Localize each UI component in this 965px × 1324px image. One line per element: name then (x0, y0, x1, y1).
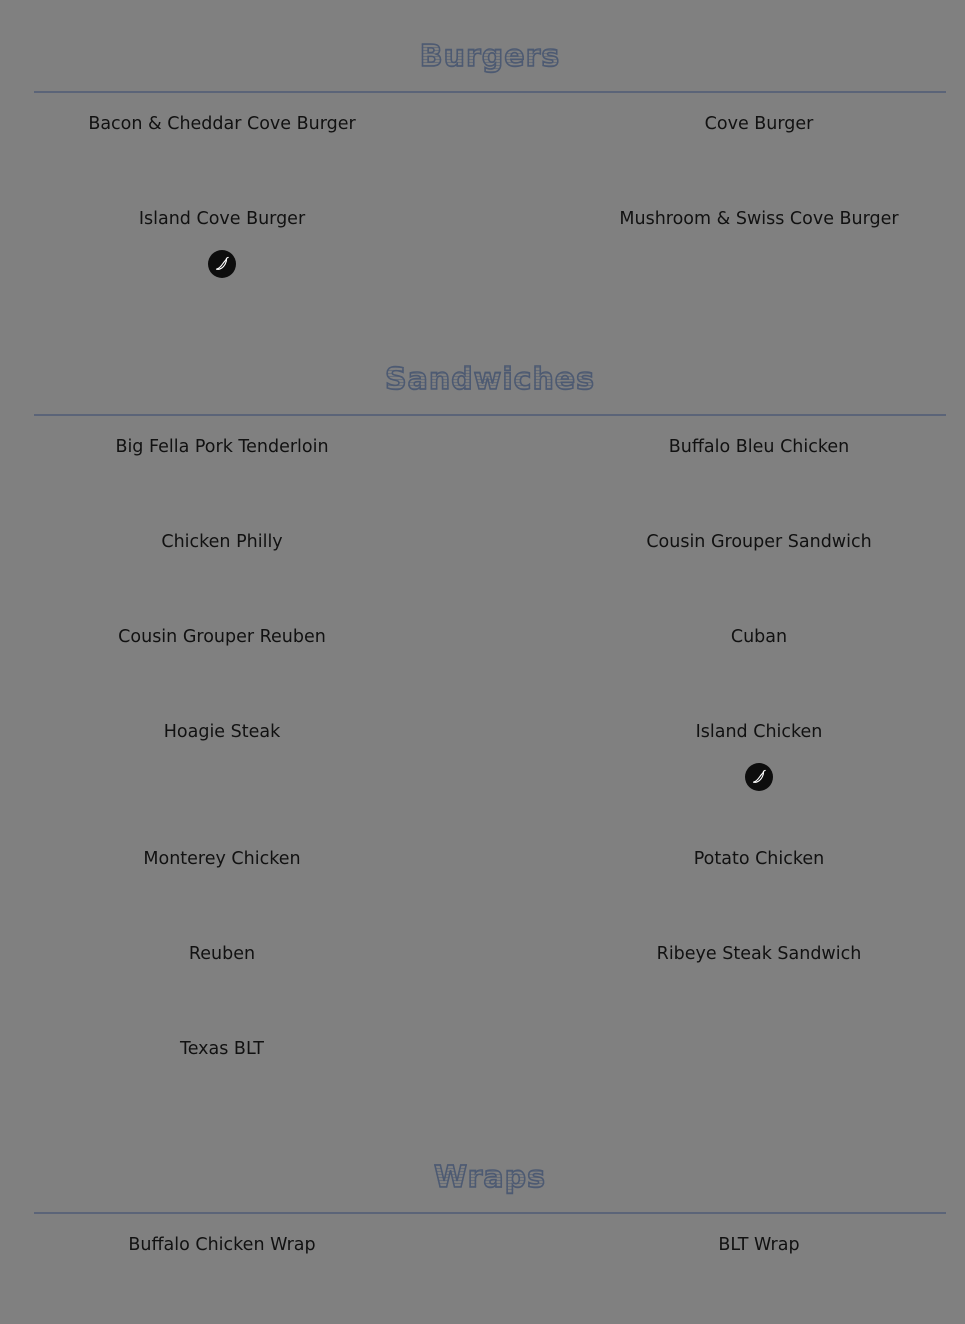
chili-pepper-icon-glyph (751, 769, 767, 785)
section-divider (34, 1212, 946, 1214)
chili-pepper-icon (745, 763, 773, 791)
menu-item-chicken-philly[interactable]: Chicken Philly (161, 532, 283, 552)
menu-item-cuban[interactable]: Cuban (730, 627, 788, 647)
menu-item-ribeye-steak-sandwich[interactable]: Ribeye Steak Sandwich (656, 944, 862, 964)
section-divider (34, 91, 946, 93)
menu-item-buffalo-chicken-wrap[interactable]: Buffalo Chicken Wrap (128, 1235, 316, 1255)
section-title-wraps: Wraps (0, 1160, 965, 1196)
section-title-burgers: Burgers (0, 39, 965, 75)
menu-item-potato-chicken[interactable]: Potato Chicken (693, 849, 825, 869)
menu-item-bacon-cheddar-cove-burger[interactable]: Bacon & Cheddar Cove Burger (88, 114, 356, 134)
menu-item-reuben[interactable]: Reuben (188, 944, 256, 964)
menu-item-big-fella-pork-tenderloin[interactable]: Big Fella Pork Tenderloin (115, 437, 329, 457)
menu-item-island-cove-burger[interactable]: Island Cove Burger (138, 209, 306, 229)
menu-item-monterey-chicken[interactable]: Monterey Chicken (143, 849, 301, 869)
menu-item-texas-blt[interactable]: Texas BLT (180, 1039, 264, 1059)
menu-item-buffalo-bleu-chicken[interactable]: Buffalo Bleu Chicken (668, 437, 850, 457)
menu-item-mushroom-swiss-cove-burger[interactable]: Mushroom & Swiss Cove Burger (619, 209, 899, 229)
menu-item-cove-burger[interactable]: Cove Burger (704, 114, 814, 134)
chili-pepper-icon (208, 250, 236, 278)
menu-item-cousin-grouper-reuben[interactable]: Cousin Grouper Reuben (118, 627, 326, 647)
section-divider (34, 414, 946, 416)
menu-item-island-chicken[interactable]: Island Chicken (695, 722, 823, 742)
chili-pepper-icon-glyph (214, 256, 230, 272)
menu-item-cousin-grouper-sandwich[interactable]: Cousin Grouper Sandwich (646, 532, 872, 552)
section-title-sandwiches: Sandwiches (0, 362, 965, 398)
menu-item-blt-wrap[interactable]: BLT Wrap (718, 1235, 800, 1255)
menu-item-hoagie-steak[interactable]: Hoagie Steak (163, 722, 281, 742)
